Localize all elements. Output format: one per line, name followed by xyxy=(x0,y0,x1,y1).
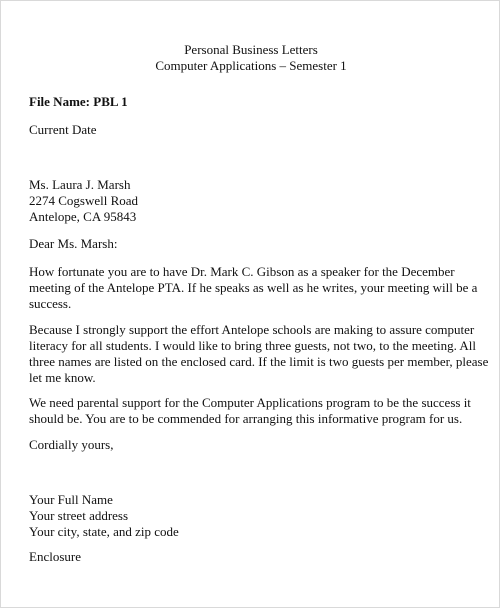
paragraph-2-line-2: literacy for all students. I would like to bring three guests, not two, to the meeting. All xyxy=(29,338,476,353)
recipient-name: Ms. Laura J. Marsh xyxy=(29,177,131,192)
sender-name: Your Full Name xyxy=(29,492,113,507)
closing: Cordially yours, xyxy=(29,437,114,452)
enclosure-notation: Enclosure xyxy=(29,549,81,564)
sender-street: Your street address xyxy=(29,508,129,523)
paragraph-1-line-3: success. xyxy=(29,296,72,311)
paragraph-3-line-1: We need parental support for the Computer Applications program to be the success it xyxy=(29,395,471,410)
paragraph-2-line-3: three names are listed on the enclosed card. If the limit is two guests per member, please xyxy=(29,354,489,369)
sender-city: Your city, state, and zip code xyxy=(29,524,179,539)
paragraph-2-line-1: Because I strongly support the effort Antelope schools are making to assure computer xyxy=(29,322,475,337)
document-title: Personal Business Letters xyxy=(184,42,318,57)
recipient-street: 2274 Cogswell Road xyxy=(29,193,139,208)
paragraph-1-line-1: How fortunate you are to have Dr. Mark C. Gibson as a speaker for the December xyxy=(29,264,455,279)
paragraph-2-line-4: let me know. xyxy=(29,370,96,385)
document-subtitle: Computer Applications – Semester 1 xyxy=(155,58,347,73)
letter-date: Current Date xyxy=(29,122,97,137)
recipient-city: Antelope, CA 95843 xyxy=(29,209,137,224)
salutation: Dear Ms. Marsh: xyxy=(29,236,118,251)
paragraph-1-line-2: meeting of the Antelope PTA. If he speaks as well as he writes, your meeting will be a xyxy=(29,280,478,295)
file-name: File Name: PBL 1 xyxy=(29,94,128,109)
paragraph-3-line-2: should be. You are to be commended for arranging this informative program for us. xyxy=(29,411,463,426)
